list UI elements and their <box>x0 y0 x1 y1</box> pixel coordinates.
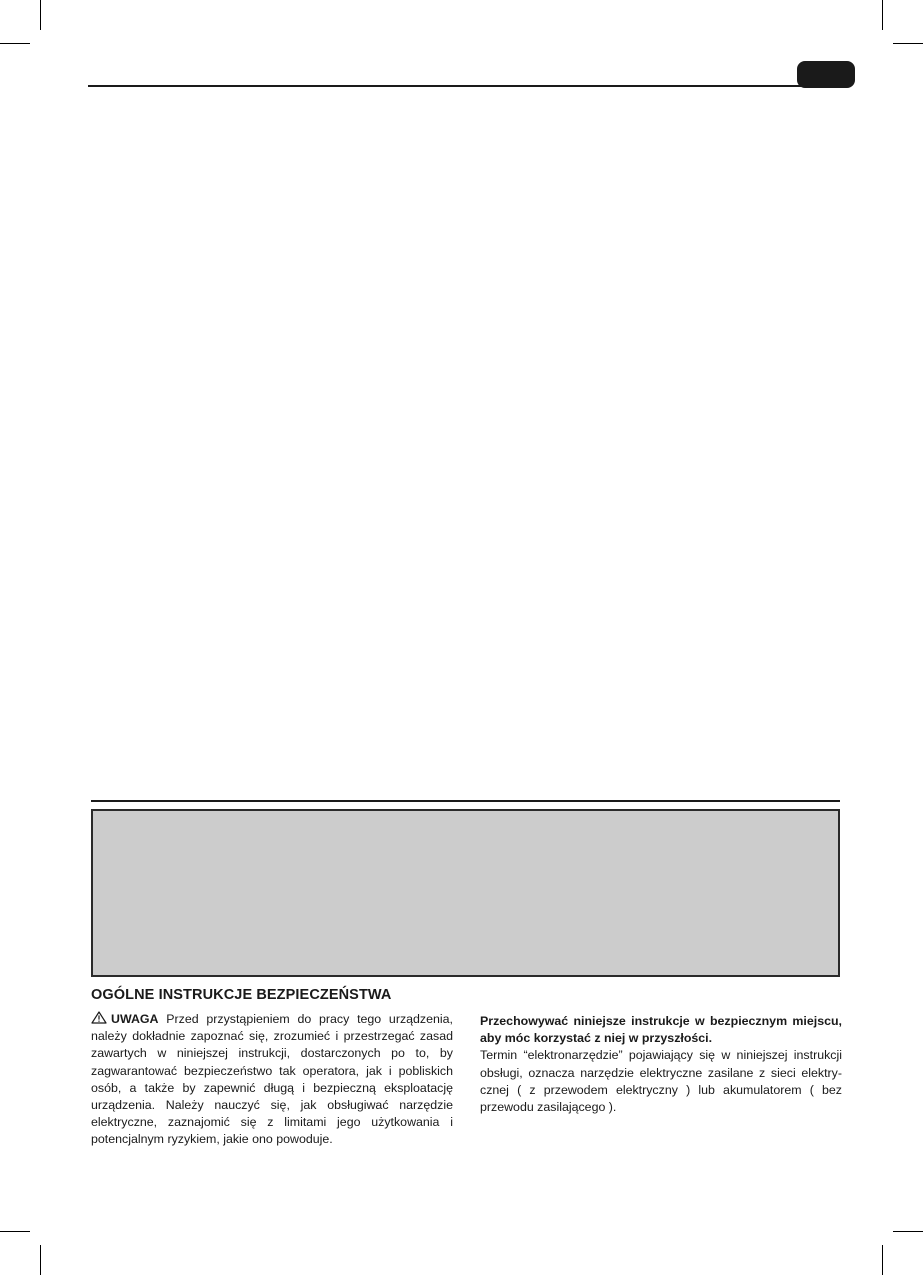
crop-mark-bottom-right-vertical <box>882 1245 883 1275</box>
crop-mark-top-left-horizontal <box>0 43 30 44</box>
language-tab <box>797 61 855 88</box>
warning-label: UWAGA <box>111 1012 159 1026</box>
crop-mark-bottom-left-horizontal <box>0 1231 30 1232</box>
crop-mark-top-right-horizontal <box>893 43 923 44</box>
left-column <box>91 1011 453 1149</box>
crop-mark-bottom-left-vertical <box>40 1245 41 1275</box>
term-definition-text: Termin “elektronarzędzie” pojawiający się w niniejszej instrukcji obsługi, oznacza narzędzie elektryczne zasilane z sieci elektry-cznej ( z przewodem elektryczny ) lub akumulatorem ( bez przewodu zasilającego ). <box>480 1048 842 1115</box>
warning-paragraph <box>91 1011 453 1149</box>
warning-triangle-icon <box>91 1011 107 1024</box>
section-title: OGÓLNE INSTRUKCJE BEZPIECZEŃSTWA <box>91 987 392 1003</box>
header-rule <box>88 85 848 87</box>
keep-instructions-text: Przechowywać niniejsze instrukcje w bezpiecznym miejscu, aby móc korzystać z niej w przyszłości. <box>480 1014 842 1046</box>
section-divider <box>91 800 840 802</box>
grey-content-box <box>91 809 840 977</box>
crop-mark-bottom-right-horizontal <box>893 1231 923 1232</box>
warning-text: Przed przystąpieniem do pracy tego urządzenia, należy dokładnie zapoznać się, zrozumieć i przestrzegać zasad zawartych w niniejszej instrukcji, dostarczonych po to, by zagwarantować bezpieczeństwo tak operatora, jak i pobliskich osób, a także by zapewnić długą i bezpieczną eksploatację urządzenia. Należy nauczyć się, jak obsługiwać narzędzie elektryczne, zaznajomić się z limitami jego użytkowania i potencjalnym ryzykiem, jakie ono powoduje. <box>91 1012 453 1147</box>
crop-mark-top-right-vertical <box>882 0 883 30</box>
right-column <box>480 1011 842 1116</box>
crop-mark-top-left-vertical <box>40 0 41 30</box>
